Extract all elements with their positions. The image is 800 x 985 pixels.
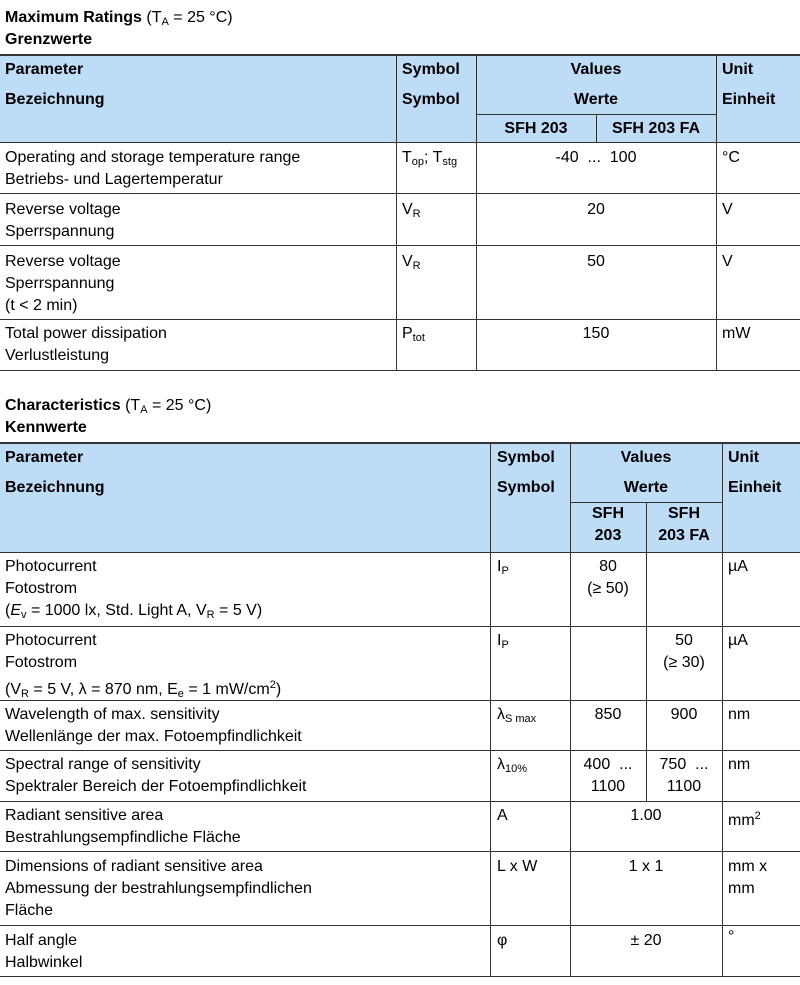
row-param-en: Half angle [5,932,78,949]
header-einheit: Einheit [728,479,782,496]
row-unit: mm x [728,858,768,875]
row-value: 1 x 1 [628,858,664,875]
row-symbol: $V_R$ [402,201,421,220]
row-value: ± 20 [630,932,662,949]
header-einheit: Einheit [722,91,776,108]
header-col-sfh203fa: SFH 203 FA [658,505,710,544]
header-col-sfh203fa: SFH 203 FA [611,120,701,137]
header-parameter: Parameter [5,61,84,78]
row-value-col1: 850 [594,706,622,723]
row-unit: nm [728,706,751,723]
header-werte: Werte [623,479,669,496]
row-unit: $mm^2$ [728,810,761,829]
row-symbol: $I_P$ [497,558,509,577]
row-symbol: $P_{tot}$ [402,325,425,344]
row-param-en: Total power dissipation [5,325,167,342]
row-param-en: Reverse voltage [5,201,121,218]
row-unit: nm [728,756,751,773]
row-param-en: Dimensions of radiant sensitive area [5,858,263,875]
row-value: 20 [587,201,605,218]
header-unit: Unit [722,61,754,78]
row-param-de: Bestrahlungsempfindliche Fläche [5,829,241,846]
row-param-de: Halbwinkel [5,954,83,971]
header-values: Values [570,61,622,78]
characteristics-title: Characteristics ($T_A = 25$ °C) [5,397,212,416]
row-param-en: Spectral range of sensitivity [5,756,201,773]
row-param-de-cont: Fläche [5,902,54,919]
header-werte: Werte [573,91,619,108]
row-unit-cont: mm [728,880,755,897]
max-ratings-title: Maximum Ratings ($T_A = 25$ °C) [5,9,233,28]
header-parameter: Parameter [5,449,84,466]
header-bezeichnung: Bezeichnung [5,91,105,108]
row-unit: ° [728,928,735,945]
row-symbol: $I_P$ [497,632,509,651]
row-condition: ($E_v = 1000$ lx, Std. Light A, $V_R = 5$ V) [5,602,263,621]
row-param-de: Abmessung der bestrahlungsempfindlichen [5,880,312,897]
row-param-de: Betriebs- und Lagertemperatur [5,171,223,188]
row-param-en: Radiant sensitive area [5,807,164,824]
row-value-col2: 900 [670,706,698,723]
row-symbol: $\lambda_{S max}$ [497,706,537,725]
row-unit: V [722,201,733,218]
header-symbol-de: Symbol [402,91,460,108]
row-param-de: Fotostrom [5,654,78,671]
header-values: Values [620,449,672,466]
row-param-en: Operating and storage temperature range [5,149,301,166]
row-value: 1.00 [630,807,662,824]
row-value-col1: 400 ... 1100 [583,756,633,795]
row-value: 50 [587,253,605,270]
header-symbol: Symbol [497,449,555,466]
header-symbol: Symbol [402,61,460,78]
row-param-de: Fotostrom [5,580,78,597]
row-param-de: Spektraler Bereich der Fotoempfindlichkeit [5,778,307,795]
row-unit: µA [728,558,748,575]
row-value-col1: 80 (≥ 50) [587,558,629,597]
row-param-en: Photocurrent [5,558,97,575]
row-value: 150 [582,325,610,342]
row-param-de: Verlustleistung [5,347,110,364]
max-ratings-title-de: Grenzwerte [5,31,93,48]
header-col-sfh203: SFH 203 [592,505,624,544]
row-condition: ($V_R = 5$ V, λ = 870 nm, $E_e = 1$ $mW/cm^2$) [5,679,282,700]
row-symbol: $V_R$ [402,253,421,272]
row-param-de: Wellenlänge der max. Fotoempfindlichkeit [5,728,302,745]
header-col-sfh203: SFH 203 [504,120,568,137]
row-symbol: $T_{op}$; $T_{stg}$ [402,149,458,168]
characteristics-title-de: Kennwerte [5,419,87,436]
row-param-en: Reverse voltage [5,253,121,270]
header-unit: Unit [728,449,760,466]
row-value-col2: 750 ... 1100 [659,756,709,795]
row-param-en: Wavelength of max. sensitivity [5,706,220,723]
row-symbol: $\lambda_{10\%}$ [497,756,528,775]
row-unit: V [722,253,733,270]
row-param-en: Photocurrent [5,632,97,649]
row-param-de: Sperrspannung [5,275,115,292]
row-param-de: Sperrspannung [5,223,115,240]
row-unit: mW [722,325,751,342]
row-unit: µA [728,632,748,649]
row-value-col2: 50 (≥ 30) [663,632,705,671]
row-unit: °C [722,149,740,166]
row-param-extra: (t < 2 min) [5,297,78,314]
header-bezeichnung: Bezeichnung [5,479,105,496]
header-symbol-de: Symbol [497,479,555,496]
row-value: -40 ... 100 [555,149,637,166]
row-symbol: L x W [497,858,538,875]
row-symbol: φ [497,932,508,949]
row-symbol: A [497,807,508,824]
